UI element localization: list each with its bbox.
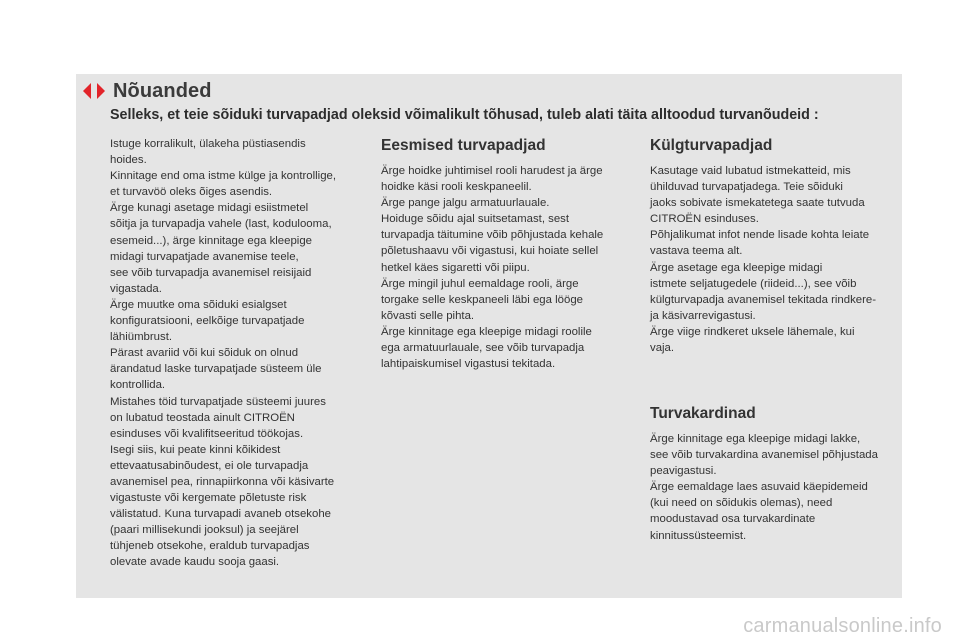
warning-icon — [82, 83, 106, 99]
side-airbags-heading: Külgturvapadjad — [650, 137, 773, 154]
watermark: carmanualsonline.info — [743, 615, 942, 637]
page-subtitle: Selleks, et teie sõiduki turvapadjad oleksid võimalikult tõhusad, tuleb alati täita alltoodud turvanõudeid : — [110, 107, 819, 123]
left-column — [110, 136, 360, 571]
front-airbags-heading: Eesmised turvapadjad — [381, 137, 546, 154]
left-column-text: Istuge korralikult, ülakeha püstiasendis hoides. Kinnitage end oma istme külge ja kontrollige, et turvavöö oleks õiges asendis. Ärge kunagi asetage midagi esiistmetel sõitja ja turvapadja vahele (last, kodulooma, esemeid...), ärge kinnitage ega kleepige midagi turvapatjade avanemise teele, see võib turvapadja avanemisel reisijaid vigastada. Ärge muutke oma sõiduki esialgset konfiguratsiooni, eelkõige turvapatjade lähiümbrust. Pärast avariid või kui sõiduk on olnud ärandatud laske turvapatjade süsteem üle kontrollida. Mistahes töid turvapatjade süsteemi juures on lubatud teostada ainult CITROËN esinduses või kvalifitseeritud töökojas. Isegi siis, kui peate kinni kõikidest ettevaatusabinõudest, ei ole turvapadja avanemisel pea, rinnapiirkonna või käsivarte vigastuste või kergemate põletuste risk välistatud. Kuna turvapadi avaneb otsekohe (paari millisekundi jooksul) ja seejärel tühjeneb otsekohe, eraldub turvapadjas olevate avade kaudu sooja gaasi. — [110, 138, 337, 569]
front-airbags-text: Ärge hoidke juhtimisel rooli harudest ja ärge hoidke käsi rooli keskpaneelil. Ärge pange jalgu armatuurlauale. Hoiduge sõidu ajal suitsetamast, sest turvapadja täitumine võib põhjustada kehale põletushaavu või vigastusi, kui hoiate sellel hetkel käes sigaretti või piipu. Ärge mingil juhul eemaldage rooli, ärge torgake selle keskpaneeli läbi ega lööge kõvasti selle pihta. Ärge kinnitage ega kleepige midagi roolile ega armatuurlauale, see võib turvapadja lahtipaiskumisel vigastusi tekitada. — [381, 165, 604, 371]
curtain-airbags-heading: Turvakardinad — [650, 405, 756, 422]
front-airbags-section — [381, 136, 629, 372]
curtain-airbags-text: Ärge kinnitage ega kleepige midagi lakke, see võib turvakardina avanemisel põhjustada peavigastusi. Ärge eemaldage laes asuvaid käepidemeid (kui need on sõidukis olemas), need moodustavad osa turvakardinate kinnitussüsteemist. — [650, 433, 878, 542]
curtain-airbags-section — [650, 404, 902, 544]
side-airbags-text: Kasutage vaid lubatud istmekatteid, mis ühilduvad turvapatjadega. Teie sõiduki jaoks sobivate ismekatetega saate tutvuda CITROËN esinduses. Põhjalikumat infot nende lisade kohta leiate vastava teema alt. Ärge asetage ega kleepige midagi istmete seljatugedele (riideid...), see võib külgturvapadja avanemisel tekitada rindkere- ja käsivarrevigastusi. Ärge viige rindkeret uksele lähemale, kui vaja. — [650, 165, 877, 355]
side-airbags-section — [650, 136, 902, 356]
page-title: Nõuanded — [113, 79, 212, 102]
section-header — [82, 80, 212, 102]
